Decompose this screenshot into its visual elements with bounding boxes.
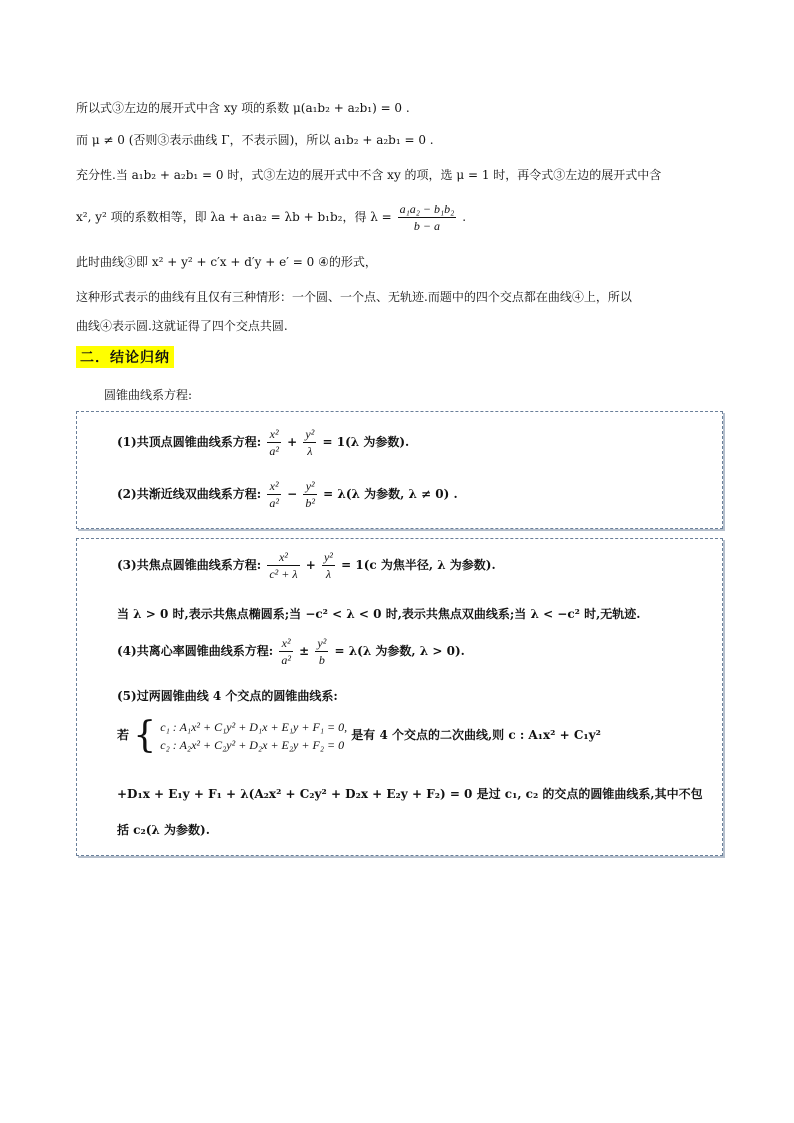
item-1	[117, 426, 409, 459]
fraction-numerator: x²	[267, 426, 281, 443]
item-4-fraction-x	[279, 635, 293, 668]
item-3-note: 当 λ > 0 时,表示共焦点椭圆系;当 −c² < λ < 0 时,表示共焦点双曲线系;当 λ < −c² 时,无轨迹.	[117, 607, 641, 621]
item-1-fraction-y	[303, 426, 316, 459]
fraction-numerator: x²	[267, 478, 281, 495]
proof-paragraph-6: 这种形式表示的曲线有且仅有三种情形：一个圆、一个点、无轨迹.而题中的四个交点都在曲线④上，所以	[76, 290, 632, 304]
conic-family-box-1	[76, 411, 723, 529]
fraction-denominator: λ	[307, 444, 313, 458]
proof-paragraph-7: 曲线④表示圆.这就证得了四个交点共圆.	[76, 319, 288, 333]
paragraph-4-end: .	[462, 210, 467, 224]
fraction-numerator: x²	[279, 635, 293, 652]
fraction-numerator: y²	[305, 427, 315, 441]
item-3-label: (3)共焦点圆锥曲线系方程:	[117, 558, 262, 572]
left-brace: {	[133, 715, 157, 756]
fraction-numerator: y²	[317, 636, 327, 650]
proof-paragraph-4	[76, 201, 466, 234]
proof-paragraph-2: 而 μ ≠ 0 (否则③表示曲线 Γ，不表示圆)，所以 a₁b₂ + a₂b₁ = 0 .	[76, 133, 434, 147]
section-subheading: 圆锥曲线系方程:	[104, 388, 193, 402]
item-1-label: (1)共顶点圆锥曲线系方程:	[117, 435, 262, 449]
lambda-fraction	[398, 201, 457, 234]
proof-paragraph-1: 所以式③左边的展开式中含 xy 项的系数 μ(a₁b₂ + a₂b₁) = 0 .	[76, 101, 410, 115]
fraction-denominator: c² + λ	[269, 567, 298, 581]
item-3-fraction-y	[322, 549, 335, 582]
fraction-numerator: y²	[323, 550, 333, 564]
item-3	[117, 549, 496, 582]
item-5-line-3: 括 c₂(λ 为参数).	[117, 823, 210, 837]
fraction-denominator: b²	[305, 496, 315, 510]
item-2	[117, 478, 458, 511]
conic-family-box-2	[76, 538, 723, 856]
item-2-fraction-x	[267, 478, 281, 511]
paragraph-4-text: x², y² 项的系数相等，即 λa + a₁a₂ = λb + b₁b₂，得 λ =	[76, 210, 392, 224]
item-4-label: (4)共离心率圆锥曲线系方程:	[117, 644, 274, 658]
item-5-system-line	[117, 715, 601, 756]
proof-paragraph-5: 此时曲线③即 x² + y² + c′x + d′y + e′ = 0 ④的形式，	[76, 255, 377, 269]
item-5-if: 若	[117, 728, 130, 742]
item-4-fraction-y	[315, 635, 328, 668]
fraction-denominator: a²	[269, 444, 279, 458]
item-5-title: (5)过两圆锥曲线 4 个交点的圆锥曲线系:	[117, 689, 338, 703]
item-1-fraction-x	[267, 426, 281, 459]
fraction-denominator: a²	[269, 496, 279, 510]
item-4-tail: = λ(λ 为参数, λ > 0).	[334, 644, 465, 658]
section-heading: 二．结论归纳	[76, 346, 174, 368]
proof-paragraph-3: 充分性.当 a₁b₂ + a₂b₁ = 0 时，式③左边的展开式中不含 xy 的项，选 μ = 1 时，再令式③左边的展开式中含	[76, 168, 662, 182]
curve-c1-equation: c₁ : A₁x² + C₁y² + D₁x + E₁y + F₁ = 0,	[160, 719, 348, 734]
fraction-numerator: y²	[303, 478, 317, 495]
plus-sign: +	[287, 435, 298, 449]
item-2-fraction-y	[303, 478, 317, 511]
fraction-denominator: a²	[281, 653, 291, 667]
minus-sign: −	[287, 487, 298, 501]
plus-sign: +	[305, 558, 316, 572]
item-3-tail: = 1(c 为焦半径, λ 为参数).	[341, 558, 496, 572]
fraction-denominator: b	[318, 653, 325, 667]
item-1-tail: = 1(λ 为参数).	[322, 435, 410, 449]
fraction-denominator: λ	[325, 567, 332, 581]
lambda-fraction-denominator: b − a	[413, 219, 441, 233]
plus-minus-sign: ±	[299, 644, 310, 658]
item-3-fraction-x	[267, 549, 299, 582]
item-4	[117, 635, 465, 668]
item-2-label: (2)共渐近线双曲线系方程:	[117, 487, 262, 501]
lambda-fraction-numerator: a₁a₂ − b₁b₂	[399, 202, 455, 216]
curve-c2-equation: c₂ : A₂x² + C₂y² + D₂x + E₂y + F₂ = 0	[160, 737, 345, 752]
fraction-numerator: x²	[267, 549, 299, 566]
item-5-line-2: +D₁x + E₁y + F₁ + λ(A₂x² + C₂y² + D₂x + E₂y + F₂) = 0 是过 c₁, c₂ 的交点的圆锥曲线系,其中不包	[117, 787, 703, 801]
item-2-tail: = λ(λ 为参数, λ ≠ 0) .	[323, 487, 458, 501]
equation-system	[160, 718, 347, 754]
item-5-after-system: 是有 4 个交点的二次曲线,则 c : A₁x² + C₁y²	[351, 728, 601, 742]
